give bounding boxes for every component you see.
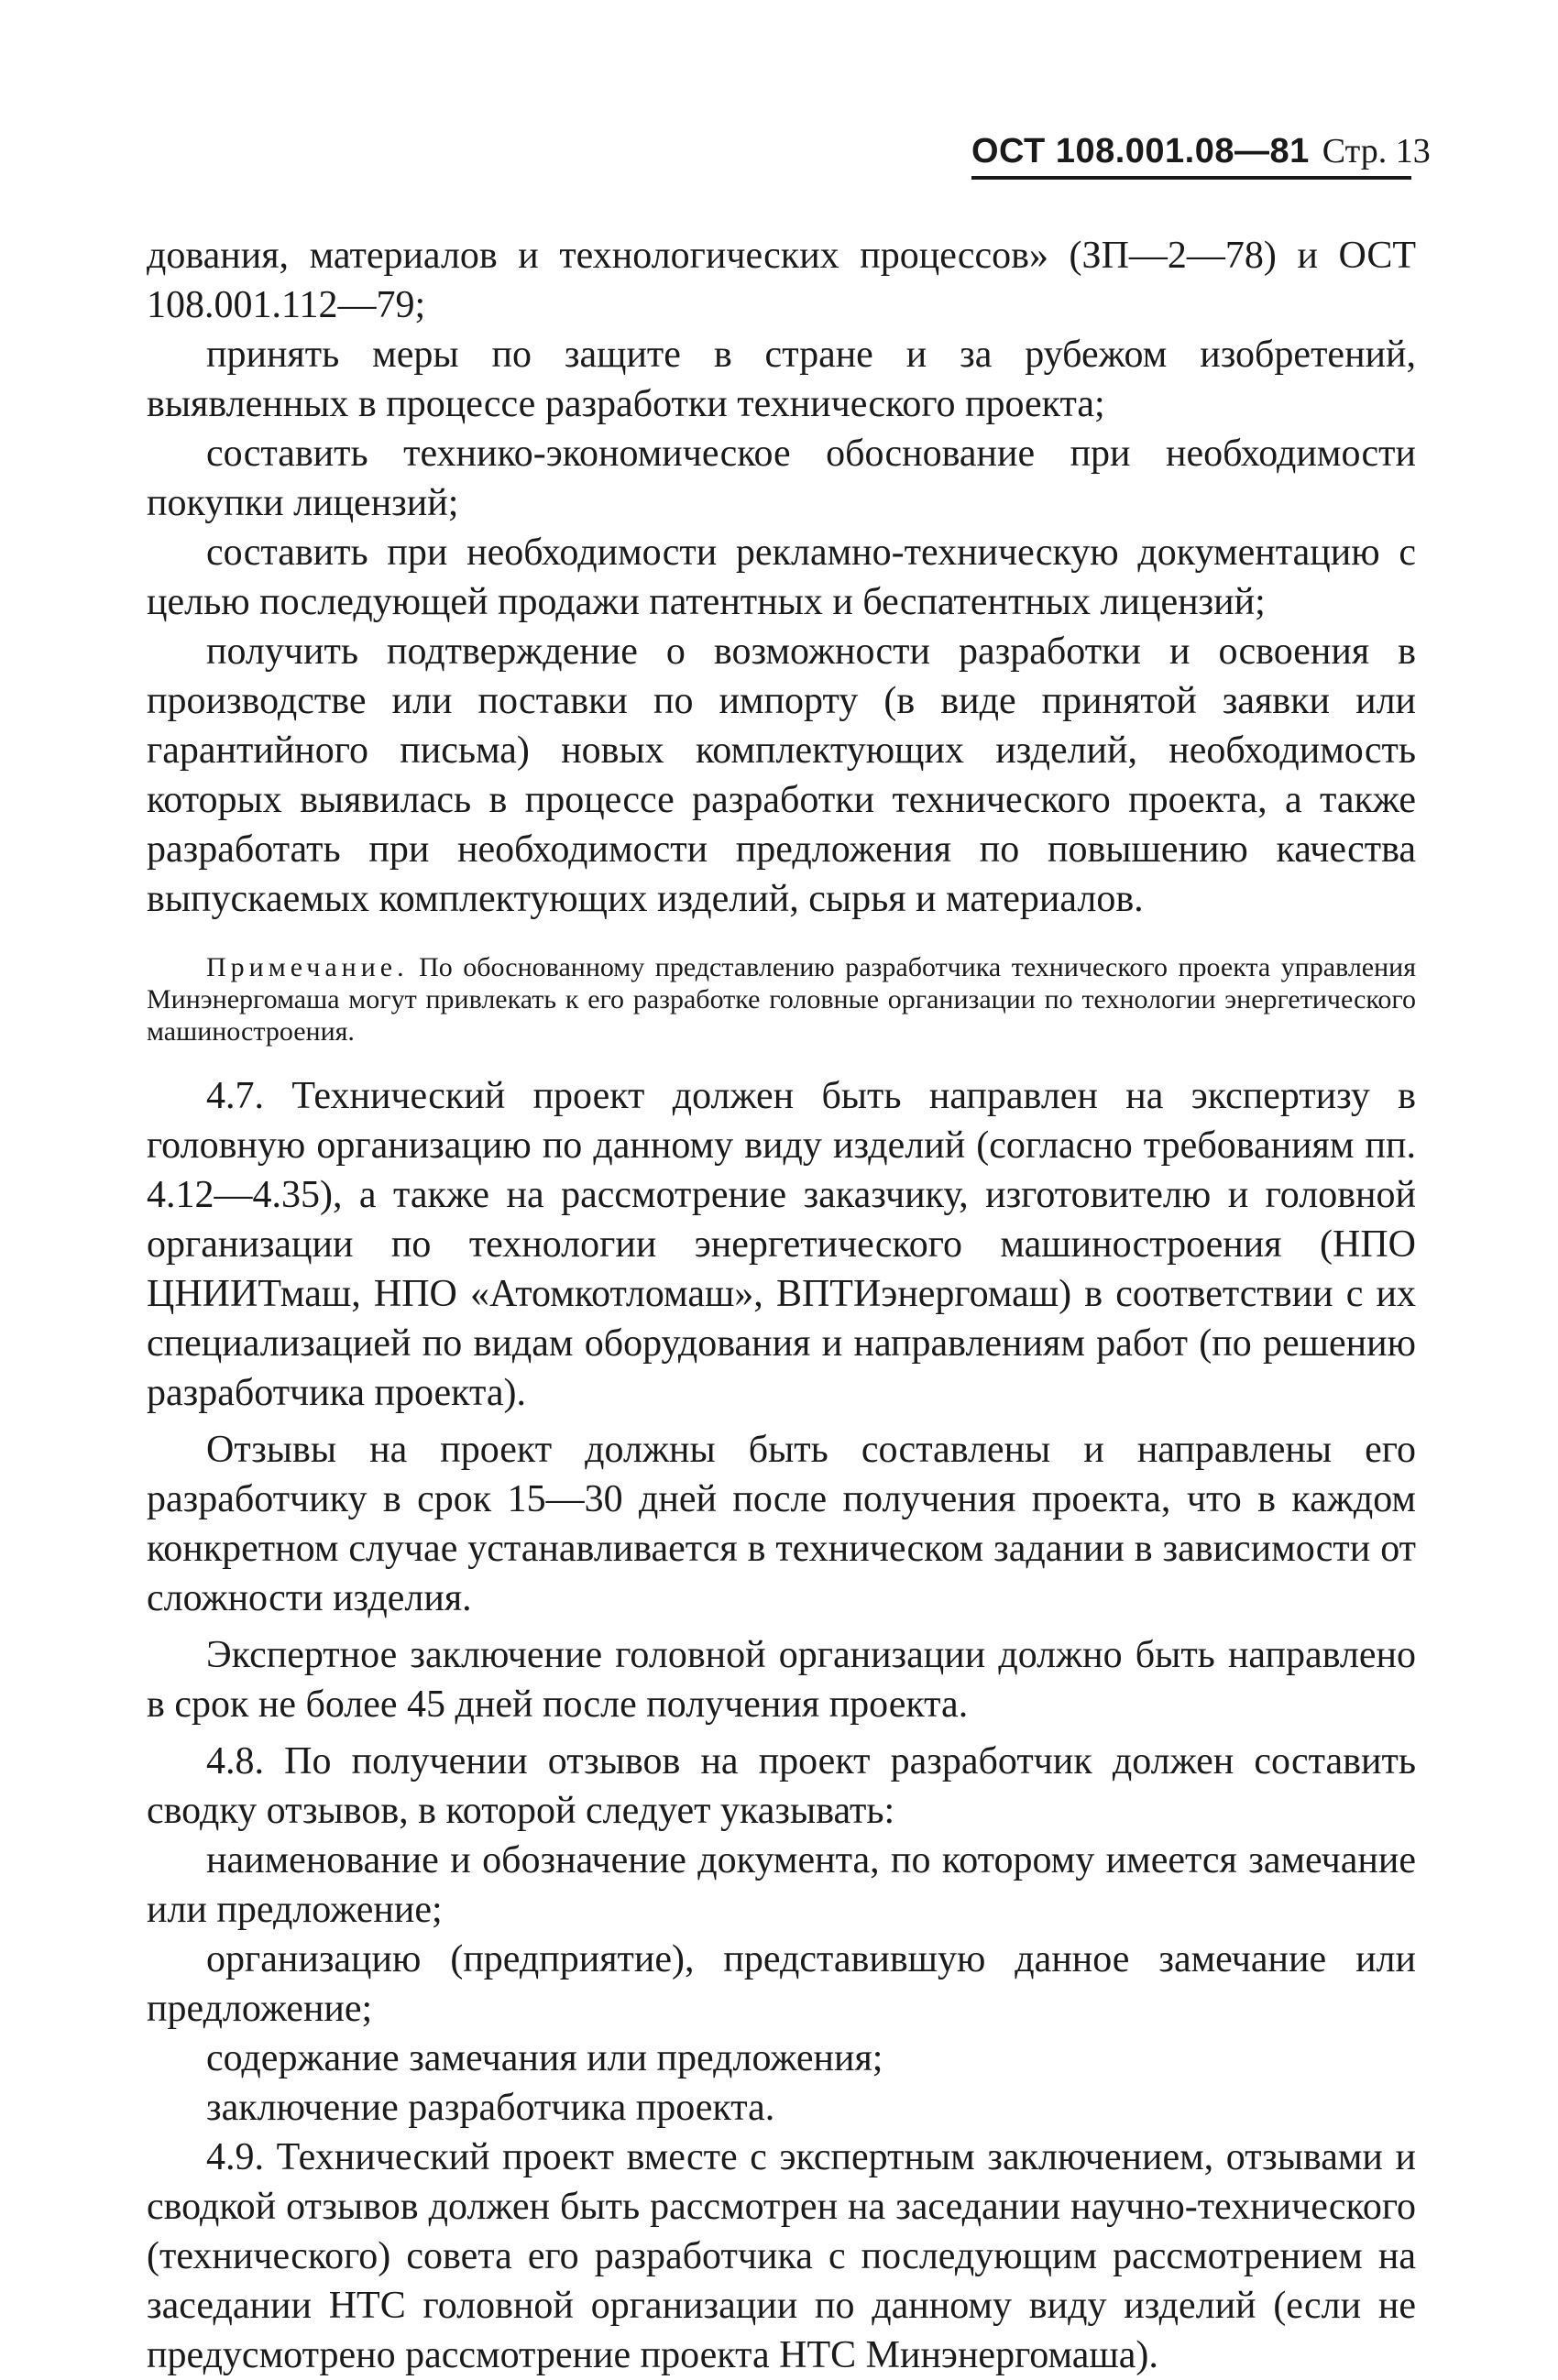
- paragraph: Отзывы на проект должны быть составлены и направлены его разработчику в срок 15—30 дней после получения проекта, что в каждом конкретном случае устанавливается в техническом задании в зависимости от сложности изделия.: [147, 1429, 1416, 1619]
- list-item: составить при необходимости рекламно-техническую документацию с целью последующей продажи патентных и беспатентных лицензий;: [147, 532, 1416, 623]
- list-item: получить подтверждение о возможности разработки и освоения в производстве или поставки по импорту (в виде принятой заявки или гарантийного письма) новых комплектующих изделий, необходимость которых выявилась в процессе разработки технического проекта, а также разработать при необходимости предложения по повышению качества выпускаемых комплектующих изделий, сырья и материалов.: [147, 631, 1416, 920]
- document-body: [147, 231, 1416, 2380]
- list-item: наименование и обозначение документа, по которому имеется замечание или предложение;: [147, 1839, 1416, 1931]
- paragraph: 4.9. Технический проект вместе с экспертным заключением, отзывами и сводкой отзывов должен быть рассмотрен на заседании научно-технического (технического) совета его разработчика с последующим рассмотрением на заседании НТС головной организации по данному виду изделий (если не предусмотрено рассмотрение проекта НТС Минэнергомаша).: [147, 2136, 1416, 2376]
- list-item: принять меры по защите в стране и за рубежом изобретений, выявленных в процессе разработки технического проекта;: [147, 334, 1416, 425]
- section-4-7: [147, 1071, 1416, 1729]
- paragraph-continuation: дования, материалов и технологических процессов» (ЗП—2—78) и ОСТ 108.001.112—79;: [147, 235, 1416, 326]
- section-4-9: [147, 2133, 1416, 2380]
- standard-code: ОСТ 108.001.08—81: [971, 132, 1310, 170]
- note-text: По обоснованному представлению разработчика технического проекта управления Минэнергомаша могут привлекать к его разработке головные организации по технологии энергетического машиностроения.: [147, 952, 1417, 1047]
- list-item: составить технико-экономическое обоснование при необходимости покупки лицензий;: [147, 433, 1416, 524]
- running-header: [971, 128, 1431, 180]
- list-item: заключение разработчика проекта.: [206, 2087, 775, 2129]
- list-item: содержание замечания или предложения;: [206, 2037, 883, 2079]
- section-4-8: [147, 1737, 1416, 2133]
- paragraph: 4.7. Технический проект должен быть направлен на экспертизу в головную организацию по данному виду изделий (согласно требованиям пп. 4.12—4.35), а также на рассмотрение заказчику, изготовителю и головной организации по технологии энергетического машиностроения (НПО ЦНИИТмаш, НПО «Атомкотломаш», ВПТИэнергомаш) в соответствии с их специализацией по видам оборудования и направлениям работ (по решению разработчика проекта).: [147, 1075, 1416, 1414]
- paragraph: Экспертное заключение головной организации должно быть направлено в срок не более 45 дней после получения проекта.: [147, 1634, 1416, 1726]
- note: [147, 951, 1416, 1047]
- list-item: организацию (предприятие), представившую данное замечание или предложение;: [147, 1938, 1416, 2030]
- page-number: Стр. 13: [1322, 132, 1431, 170]
- note-label: Примечание.: [206, 952, 409, 982]
- paragraph: 4.8. По получении отзывов на проект разработчик должен составить сводку отзывов, в которой следует указывать:: [147, 1740, 1416, 1832]
